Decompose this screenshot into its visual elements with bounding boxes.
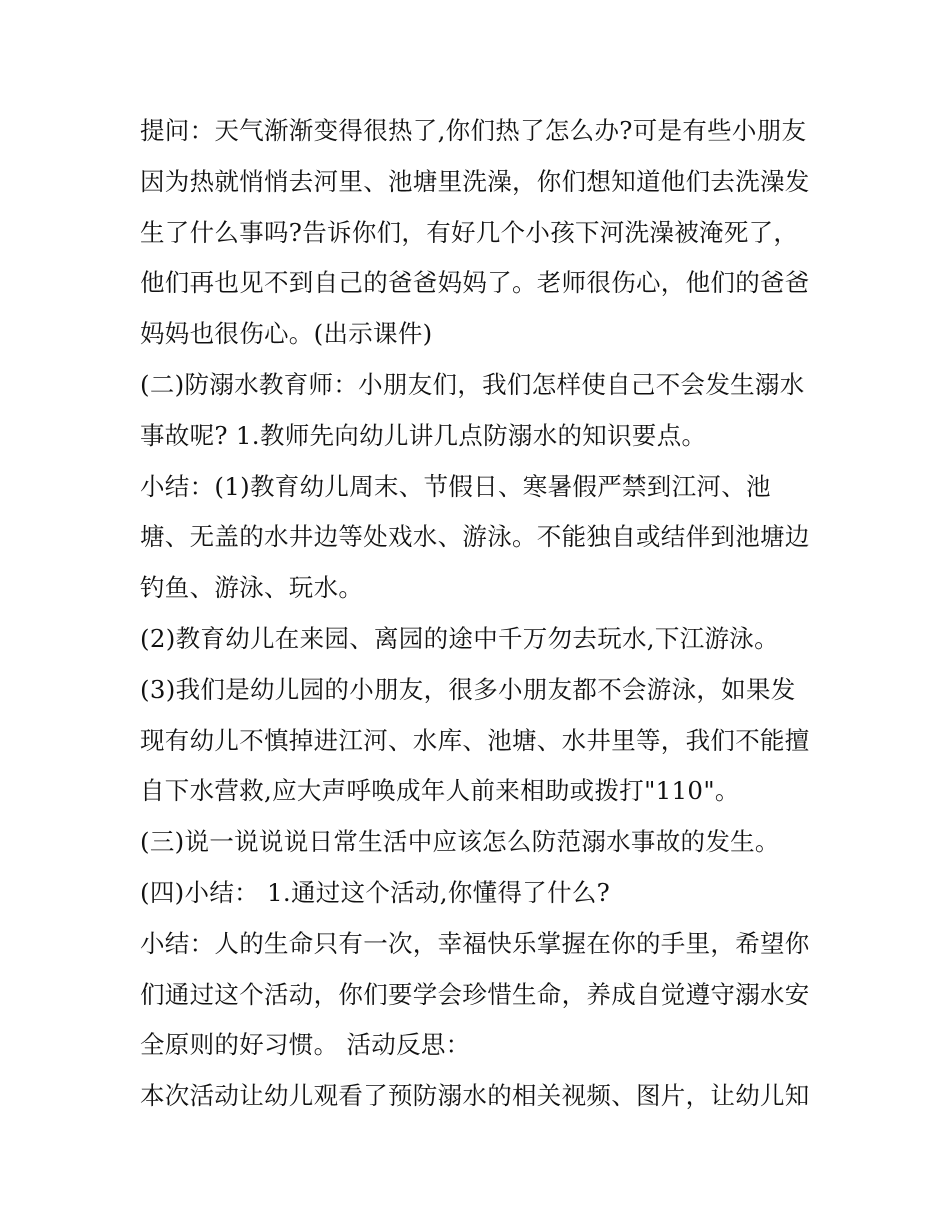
text-line-13: 现有幼儿不慎掉进江河、水库、池塘、水井里等，我们不能擅 bbox=[140, 725, 810, 755]
document-body bbox=[140, 106, 820, 1122]
text-line-16: (四)小结： 1.通过这个活动,你懂得了什么? bbox=[140, 877, 611, 907]
text-line-7: 事故呢? 1.教师先向幼儿讲几点防溺水的知识要点。 bbox=[140, 420, 707, 450]
text-line-17: 小结：人的生命只有一次，幸福快乐掌握在你的手里，希望你 bbox=[140, 928, 810, 958]
text-line-5: 妈妈也很伤心。(出示课件) bbox=[140, 319, 433, 349]
text-line-4: 他们再也见不到自己的爸爸妈妈了。老师很伤心，他们的爸爸 bbox=[140, 268, 810, 298]
text-line-20: 本次活动让幼儿观看了预防溺水的相关视频、图片，让幼儿知 bbox=[140, 1081, 810, 1111]
text-line-10: 钓鱼、游泳、玩水。 bbox=[140, 573, 364, 603]
text-line-6: (二)防溺水教育师：小朋友们，我们怎样使自己不会发生溺水 bbox=[140, 369, 805, 399]
text-line-12: (3)我们是幼儿园的小朋友，很多小朋友都不会游泳，如果发 bbox=[140, 674, 796, 704]
text-line-14: 自下水营救,应大声呼唤成年人前来相助或拨打"110"。 bbox=[140, 776, 740, 806]
text-line-9: 塘、无盖的水井边等处戏水、游泳。不能独自或结伴到池塘边 bbox=[140, 522, 810, 552]
text-line-11: (2)教育幼儿在来园、离园的途中千万勿去玩水,下江游泳。 bbox=[140, 623, 779, 653]
text-line-3: 生了什么事吗?告诉你们，有好几个小孩下河洗澡被淹死了， bbox=[140, 217, 799, 247]
text-line-15: (三)说一说说说日常生活中应该怎么防范溺水事故的发生。 bbox=[140, 827, 780, 857]
text-line-2: 因为热就悄悄去河里、池塘里洗澡，你们想知道他们去洗澡发 bbox=[140, 166, 810, 196]
text-line-8: 小结：(1)教育幼儿周末、节假日、寒暑假严禁到江河、池 bbox=[140, 471, 771, 501]
text-line-19: 全原则的好习惯。 活动反思： bbox=[140, 1030, 471, 1060]
text-line-1: 提问：天气渐渐变得很热了,你们热了怎么办?可是有些小朋友 bbox=[140, 116, 807, 145]
text-line-18: 们通过这个活动，你们要学会珍惜生命，养成自觉遵守溺水安 bbox=[140, 979, 810, 1009]
